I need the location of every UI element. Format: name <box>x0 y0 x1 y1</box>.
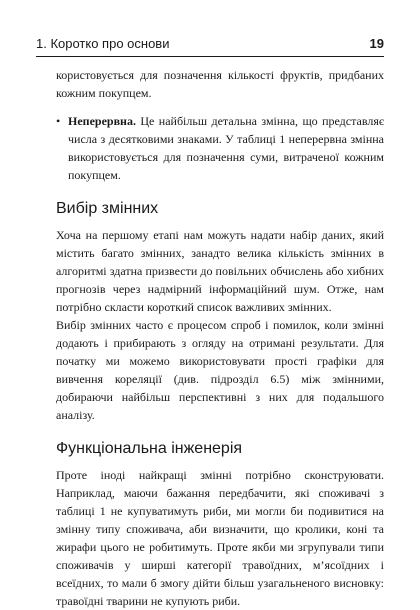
bullet-paragraph <box>68 112 384 184</box>
section-heading-feature-engineering: Функціональна інженерія <box>56 440 243 457</box>
bullet-term: Неперервна. <box>68 114 136 128</box>
running-header <box>36 36 384 57</box>
bullet-item-continuous <box>56 112 384 184</box>
section2-paragraph-1: Проте іноді найкращі змінні потрібно сконструювати. Наприклад, маючи бажання передбачити, які споживачі з таблиці 1 не купуватимуть риби, ми могли би подивитися на змінну типу споживача, аби визначити, що кролики, коні та жирафи цього не робитимуть. Проте якби ми згрупували типи споживачів у ширші категорії травоїдних, м’ясоїдних і всеїдних, то мали б змогу дійти більш узагальненого висновку: травоїдні тварини не купують риби. <box>56 468 384 608</box>
section1-paragraph-1: Хоча на першому етапі нам можуть надати набір даних, який містить багато змінних, занадто велика кількість змінних в алгоритмі здатна призвести до повільних обчислень або хибних прогнозів через надмірний інформаційний шум. Отже, нам потрібно скласти короткий список важливих змінних. <box>56 228 384 314</box>
page-content <box>56 66 384 610</box>
section1-paragraph-2: Вибір змінних часто є процесом спроб і помилок, коли змінні додають і прибирають з огляду на отримані результати. Для початку ми можемо використовувати прості графіки для вивчення кореляції (див. підрозділ 6.5) між змінними, добираючи найбільш перспективні з них для подальшого аналізу. <box>56 318 384 422</box>
bullet-icon: • <box>56 114 61 128</box>
intro-paragraph: користовується для позначення кількості фруктів, придбаних кожним покупцем. <box>56 68 384 100</box>
bullet-text: Це найбільш детальна змінна, що представляє числа з десятковими знаками. У таблиці 1 неперервна змінна використовується для позначення суми, витраченої кожним покупцем. <box>68 114 384 182</box>
chapter-title: 1. Коротко про основи <box>36 36 170 51</box>
page-number: 19 <box>369 36 384 51</box>
section-heading-variable-selection: Вибір змінних <box>56 200 159 217</box>
